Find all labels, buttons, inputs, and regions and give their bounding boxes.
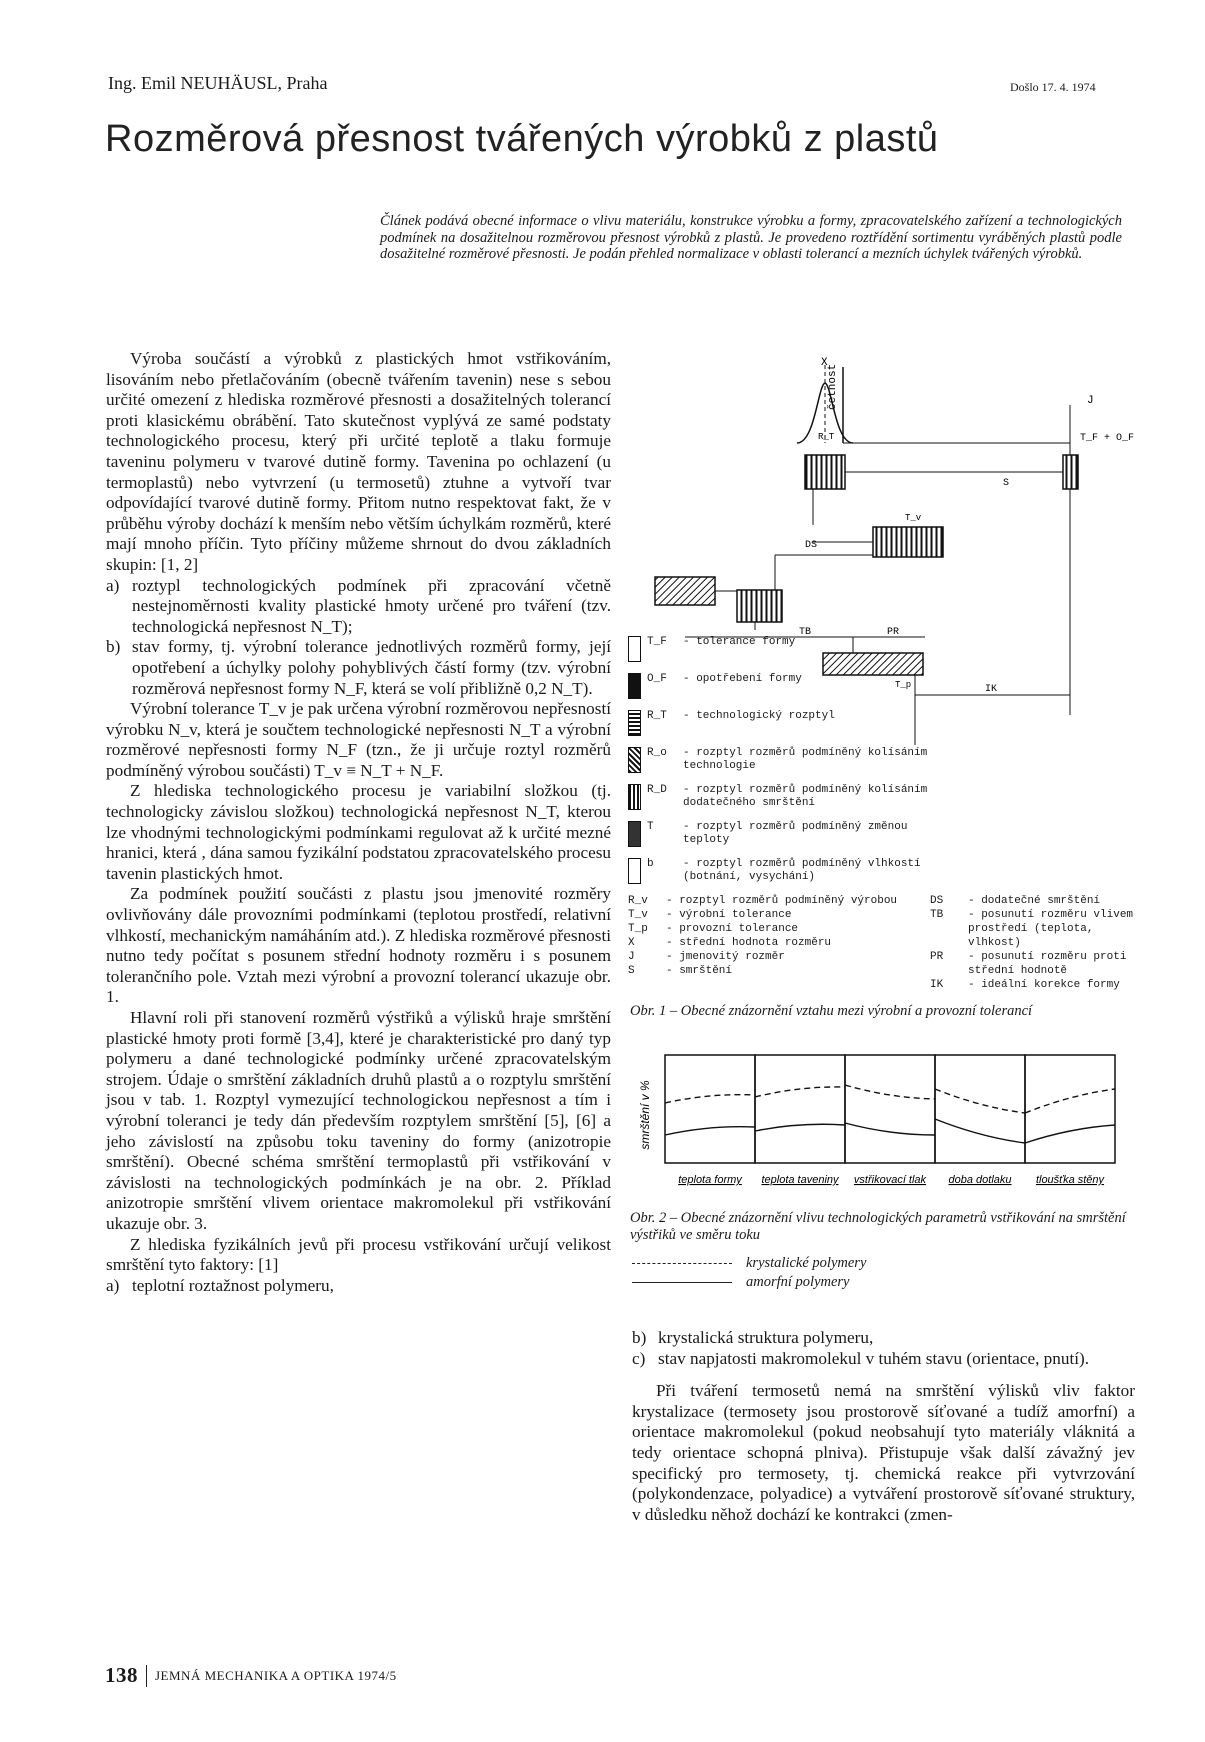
list-label: c) <box>632 1348 646 1368</box>
paragraph: Výroba součástí a výrobků z plastických hmot vstřikováním, lisováním nebo přetlačováním (obecně tvářením tavenin) nese s sebou určité omezení z hlediska rozměrové přesnosti a dosažitelných tolerancí proti klasickému obrábění. Tato skutečnost vyplývá ze samé podstaty technologického procesu, který při určité teplotě a tlaku formuje taveninu polymeru v tvarové dutině formy. Tavenina po ochlazení (u termoplastů) nebo vytvrzení (u termosetů) ztuhne a vytvoří tvar odpovídající tvarové dutině formy. Přitom nutno respektovat fakt, že v průběhu výroby dochází k menším nebo větším úchylkám rozměrů, které mají mnoho příčin. Tyto příčiny můžeme shrnout do dvou základních skupin: [1, 2] <box>106 349 611 574</box>
legend-swatch <box>628 784 641 810</box>
legend-symbol: PR <box>930 951 944 963</box>
list-item <box>106 576 611 638</box>
list-item <box>106 1276 611 1297</box>
list-item <box>106 637 611 699</box>
label-tf-of: T_F + O_F <box>1080 433 1135 444</box>
legend-entry <box>930 908 1140 950</box>
list-text: krystalická struktura polymeru, <box>658 1328 874 1347</box>
legend-entry <box>628 964 928 978</box>
figure1-caption: Obr. 1 – Obecné znázornění vztahu mezi výrobní a provozní tolerancí <box>630 1003 1033 1019</box>
page-number: 138 <box>105 1663 138 1687</box>
paragraph: Hlavní roli při stanovení rozměrů výstřiků a výlisků hraje smrštění plastické hmoty proti formě [3,4], které je charakteristické pro daný typ polymeru a dané technologické podmínky určené zpracovatelským strojem. Údaje o smrštění základních druhů plastů a o rozptylu smrštění jsou v tab. 1. Rozptyl vymezující technologickou nepřesnost a tím i výrobní toleranci je tedy dán především rozptylem smrštění [5], [6] a jeho závislostí na způsobu toku taveniny do formy (anizotropie smrštění). Obecné schéma smrštění termoplastů při vstřikování v závislosti na technologických podmínkách je na obr. 2. Příklad anizotropie smrštění vlivem orientace makromolekul při vstřikování ukazuje obr. 3. <box>106 1008 611 1233</box>
list-label: b) <box>632 1328 647 1347</box>
list-text: teplotní roztažnost polymeru, <box>132 1275 334 1295</box>
figure2-category-label: tloušťka stěny <box>1035 1174 1105 1186</box>
figure2-panel <box>755 1055 845 1163</box>
label-ik: IK <box>985 684 998 695</box>
legend-symbol: b <box>647 858 654 870</box>
legend-symbol: R_v <box>628 895 648 907</box>
figure2-panel <box>935 1055 1025 1163</box>
figure2-caption-label: Obr. 2 <box>630 1210 667 1226</box>
legend-symbol: R_D <box>647 784 667 796</box>
legend-text: - ideální korekce formy <box>968 979 1120 991</box>
legend-crystalline <box>632 1255 932 1272</box>
figure2-caption <box>630 1210 1135 1244</box>
figure2-caption-text: – Obecné znázornění vlivu technologických parametrů vstřikování na smrštění výstřiků ve směru toku <box>630 1210 1126 1243</box>
legend-symbol: T_v <box>628 909 648 921</box>
legend-entry <box>930 950 1140 978</box>
legend-entry <box>628 894 928 908</box>
legend-entry <box>628 636 928 662</box>
paragraph: Při tváření termosetů nemá na smrštění výlisků vliv faktor krystalizace (termosety jsou prostorově síťované a tudíž amorfní) a orientace makromolekul (pokud neobsahují tyto materiály vláknitá a tedy orientace schopná plniva). Přistupuje však další závažný jev specifický pro termosety, tj. chemická reakce při vytvrzování (polykondenzace, polyadice) a vytváření prostorově síťované struktury, v důsledku něhož dochází ke kontrakci (zmen- <box>632 1381 1135 1524</box>
list-item <box>632 1349 1135 1370</box>
legend-entry <box>930 978 1140 992</box>
legend-symbol: S <box>628 965 635 977</box>
figure2-panel <box>845 1055 935 1163</box>
label-pr: PR <box>887 627 900 638</box>
series-crystalline <box>755 1087 845 1097</box>
legend-text: - posunutí rozměru vlivem prostředí (teplota, vlhkost) <box>968 909 1134 949</box>
legend-swatch <box>628 821 641 847</box>
legend-entry <box>628 950 928 964</box>
journal-name: JEMNÁ MECHANIKA A OPTIKA 1974/5 <box>155 1667 397 1683</box>
figure2-category-label: teplota formy <box>678 1174 742 1186</box>
legend-line-dashed <box>632 1263 732 1264</box>
legend-swatch <box>628 636 641 662</box>
legend-entry <box>628 821 928 847</box>
figure1-legend <box>628 636 928 895</box>
legend-text: - opotřebení formy <box>683 673 802 685</box>
legend-symbol: T_p <box>628 923 648 935</box>
legend-symbol: R_o <box>647 747 667 759</box>
legend-symbol: IK <box>930 979 944 991</box>
legend-text: - výrobní tolerance <box>666 909 792 921</box>
legend-entry <box>628 922 928 936</box>
legend-text: - rozptyl rozměrů podmíněný kolísáním dodatečného smrštění <box>683 784 928 809</box>
label-ds: DS <box>805 540 818 551</box>
axis-label-cetnost: četnost <box>827 363 839 410</box>
label-x: X <box>821 357 828 369</box>
list-label: b) <box>106 637 121 657</box>
legend-text: - jmenovitý rozměr <box>666 951 785 963</box>
figure2-chart <box>625 1045 1135 1195</box>
figure1-legend-secondary-right <box>930 894 1140 992</box>
figure2-panel <box>665 1055 755 1163</box>
received-date: Došlo 17. 4. 1974 <box>1010 80 1096 94</box>
right-column <box>632 1328 1135 1525</box>
series-crystalline <box>845 1085 935 1099</box>
legend-symbol: R_T <box>647 710 667 722</box>
legend-line-solid <box>632 1282 732 1283</box>
legend-text: amorfní polymery <box>746 1274 850 1290</box>
legend-entry <box>628 673 928 699</box>
legend-symbol: O_F <box>647 673 667 685</box>
list-text: stav formy, tj. výrobní tolerance jednotlivých rozměrů formy, její opotřebení a úchylky polohy pohyblivých částí formy (tzv. výrobní rozměrová nepřesnost formy N_F, která se volí přibližně 0,2 N_T). <box>132 637 611 698</box>
figure2-category-label: doba dotlaku <box>948 1174 1012 1186</box>
paragraph: Z hlediska technologického procesu je variabilní složkou (tj. technologicky závislou složkou) technologická nepřesnost N_T, kterou lze vhodnými technologickými podmínkami regulovat až k určité mezné hranici, která , dána samou fyzikální podstatou zpracovatelského procesu tavenin plastických hmot. <box>106 781 611 883</box>
legend-entry <box>628 908 928 922</box>
figure2-panel <box>1025 1055 1115 1163</box>
legend-swatch <box>628 747 641 773</box>
label-tp: T_p <box>895 680 912 690</box>
figure2-panels <box>665 1055 1115 1186</box>
legend-symbol: X <box>628 937 635 949</box>
figure1-legend-secondary-left <box>628 894 928 978</box>
label-rt: R_T <box>818 432 835 442</box>
legend-text: - posunutí rozměru proti střední hodnotě <box>968 951 1127 977</box>
list-label: a) <box>106 575 120 595</box>
legend-text: - rozptyl rozměrů podmíněný změnou teploty <box>683 821 908 846</box>
legend-text: - rozptyl rozměrů podmíněný výrobou <box>666 895 898 907</box>
legend-text: - dodatečné smrštění <box>968 895 1101 907</box>
legend-swatch <box>628 858 641 884</box>
figure2-category-label: teplota taveniny <box>761 1174 839 1186</box>
legend-text: - rozptyl rozměrů podmíněný vlhkostí (botnání, vysychání) <box>683 858 921 883</box>
legend-symbol: DS <box>930 895 944 907</box>
legend-symbol: T_F <box>647 636 667 648</box>
paragraph: Výrobní tolerance T_v je pak určena výrobní rozměrovou nepřesností výrobku N_v, která je součtem technologické nepřesnosti N_T a výrobní rozměrové nepřesnosti formy N_F (tzn., že ji určuje roztyl rozměrů podmíněný výrobou součásti) T_v ≡ N_T + N_F. <box>106 699 611 780</box>
author-line: Ing. Emil NEUHÄUSL, Praha <box>108 73 328 93</box>
article-title: Rozměrová přesnost tvářených výrobků z plastů <box>105 118 939 160</box>
legend-amorphous <box>632 1274 932 1291</box>
paragraph: Z hlediska fyzikálních jevů při procesu vstřikování určují velikost smrštění tyto faktory: [1] <box>106 1234 611 1275</box>
label-tv: T_v <box>905 513 922 523</box>
legend-entry <box>628 710 928 736</box>
label-j: J <box>1087 395 1094 407</box>
series-amorphous <box>1025 1125 1115 1143</box>
legend-symbol: T <box>647 821 654 833</box>
legend-entry <box>930 894 1140 908</box>
series-amorphous <box>935 1119 1025 1143</box>
series-amorphous <box>755 1124 845 1131</box>
legend-entry <box>628 858 928 884</box>
list-text: stav napjatosti makromolekul v tuhém stavu (orientace, pnutí). <box>658 1348 1090 1368</box>
list-label: a) <box>106 1275 120 1295</box>
legend-text: - technologický rozptyl <box>683 710 835 722</box>
legend-text: - smrštění <box>666 965 733 977</box>
label-tb: TB <box>799 627 812 638</box>
legend-text: - rozptyl rozměrů podmíněný kolísáním technologie <box>683 747 928 772</box>
legend-entry <box>628 747 928 773</box>
label-s: S <box>1003 478 1010 489</box>
list-item <box>632 1328 1135 1349</box>
page-footer <box>105 1663 397 1688</box>
legend-text: - provozní tolerance <box>666 923 799 935</box>
legend-swatch <box>628 710 641 736</box>
legend-text: - střední hodnota rozměru <box>666 937 832 949</box>
legend-swatch <box>628 673 641 699</box>
series-amorphous <box>845 1123 935 1135</box>
figure2-ylabel: smrštění v % <box>638 1080 652 1150</box>
list-text: roztypl technologických podmínek při zpracování včetně nestejnoměrnosti kvality plastické hmoty určené pro tváření (tzv. technologická nepřesnost N_T); <box>132 575 611 636</box>
series-amorphous <box>665 1127 755 1135</box>
legend-symbol: J <box>628 951 635 963</box>
series-crystalline <box>935 1089 1025 1113</box>
legend-entry <box>628 936 928 950</box>
series-crystalline <box>1025 1089 1115 1113</box>
paragraph: Za podmínek použití součásti z plastu jsou jmenovité rozměry ovlivňovány dále provozními podmínkami (teplotou prostředí, relativní vlhkostí, mechanickým namáháním atd.). Z hlediska rozměrové přesnosti nutno tedy počítat s posunem střední hodnoty rozměru i s posunem tolerančního pole. Vztah mezi výrobní a provozní tolerancí ukazuje obr. 1. <box>106 884 611 1007</box>
figure2-category-label: vstřikovací tlak <box>853 1174 927 1186</box>
footer-divider <box>146 1665 147 1687</box>
left-column <box>106 349 611 1296</box>
legend-text: - tolerance formy <box>683 636 796 648</box>
abstract: Článek podává obecné informace o vlivu materiálu, konstrukce výrobku a formy, zpracovatelského zařízení a technologických podmínek na dosažitelnou rozměrovou přesnost výrobků z plastů. Je provedeno roztřídění sortimentu vyráběných plastů podle dosažitelné rozměrové přesnosti. Je podán přehled normalizace v oblasti tolerancí a mezních úchylek tvářených výrobků. <box>380 213 1122 262</box>
legend-text: krystalické polymery <box>746 1255 867 1271</box>
series-crystalline <box>665 1095 755 1103</box>
legend-symbol: TB <box>930 909 944 921</box>
legend-entry <box>628 784 928 810</box>
